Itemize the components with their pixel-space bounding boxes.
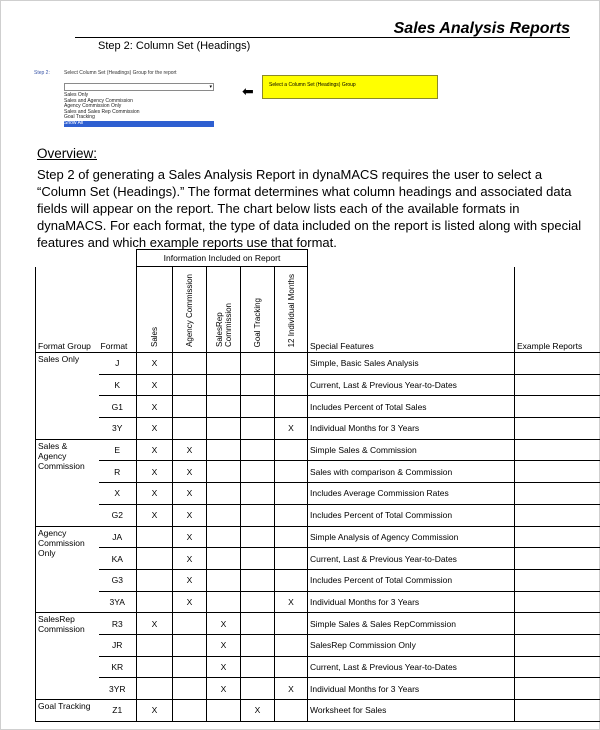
screenshot-step-label: Step 2: [34,70,50,76]
col-example-reports: Example Reports [515,267,600,353]
format-code-cell: R3 [99,613,137,635]
special-feature-cell: Individual Months for 3 Years [308,678,515,700]
table-row [36,591,600,613]
mark-cell-months [275,656,308,678]
mark-cell-salesrep [207,439,241,461]
format-code-cell: KR [99,656,137,678]
mark-cell-salesrep [207,591,241,613]
mark-cell-goal [241,678,275,700]
mark-cell-goal [241,483,275,505]
example-report-cell [515,569,600,591]
column-set-option[interactable]: Sales and Agency Commission [64,97,133,104]
table-row [36,634,600,656]
mark-cell-salesrep [207,396,241,418]
special-feature-cell: Includes Percent of Total Commission [308,569,515,591]
mark-cell-months [275,634,308,656]
mark-cell-agency: X [173,461,207,483]
mark-cell-sales [137,548,173,570]
mark-cell-agency [173,353,207,375]
mark-cell-salesrep [207,569,241,591]
mark-cell-months [275,396,308,418]
col-format-group: Format Group [36,267,99,353]
example-report-cell [515,504,600,526]
mark-cell-salesrep: X [207,634,241,656]
mark-cell-goal [241,396,275,418]
mark-cell-sales: X [137,504,173,526]
format-code-cell: G2 [99,504,137,526]
mark-cell-agency: X [173,439,207,461]
format-code-cell: Z1 [99,700,137,722]
example-report-cell [515,613,600,635]
blank-header-cell [308,250,600,267]
col-format: Format [99,267,137,353]
table-row [36,504,600,526]
example-report-cell [515,678,600,700]
special-feature-cell: Current, Last & Previous Year-to-Dates [308,374,515,396]
mark-cell-months [275,526,308,548]
mark-cell-salesrep [207,483,241,505]
format-code-cell: E [99,439,137,461]
mark-cell-sales: X [137,461,173,483]
overview-paragraph: Step 2 of generating a Sales Analysis Report in dynaMACS requires the user to select a “Column Set (Headings).” The format determines what column headings and associated data fields will appear on the report. The chart below lists each of the available formats in dynaMACS. For each format, the type of data included on the report is listed along with special features and which example reports use that format. [37,167,582,250]
column-set-options[interactable] [64,93,214,127]
mark-cell-goal [241,504,275,526]
mark-cell-agency: X [173,526,207,548]
format-code-cell: R [99,461,137,483]
mark-cell-months [275,613,308,635]
column-set-option[interactable]: Goal Tracking [64,114,95,121]
mark-cell-sales: X [137,483,173,505]
mark-cell-goal [241,548,275,570]
mark-cell-agency [173,700,207,722]
mark-cell-sales: X [137,396,173,418]
mark-cell-months: X [275,418,308,440]
special-feature-cell: Current, Last & Previous Year-to-Dates [308,656,515,678]
mark-cell-sales [137,591,173,613]
mark-cell-sales: X [137,418,173,440]
mark-cell-salesrep: X [207,678,241,700]
table-row [36,678,600,700]
mark-cell-salesrep: X [207,613,241,635]
format-table [35,249,600,722]
mark-cell-months [275,569,308,591]
format-group-cell: Agency Commission Only [36,526,99,613]
mark-cell-agency [173,678,207,700]
example-report-cell [515,656,600,678]
special-feature-cell: Simple Sales & Commission [308,439,515,461]
example-report-cell [515,548,600,570]
format-group-cell: Sales & Agency Commission [36,439,99,526]
format-code-cell: JR [99,634,137,656]
mark-cell-goal [241,461,275,483]
mark-cell-sales [137,634,173,656]
mark-cell-agency [173,418,207,440]
mark-cell-sales: X [137,439,173,461]
mark-cell-sales: X [137,374,173,396]
mark-cell-goal [241,526,275,548]
column-set-option[interactable]: Sales Only [64,92,89,98]
mark-cell-goal [241,613,275,635]
special-feature-cell: Worksheet for Sales [308,700,515,722]
example-report-cell [515,483,600,505]
format-code-cell: JA [99,526,137,548]
column-set-option[interactable]: Show All [64,121,214,127]
info-included-header: Information Included on Report [137,250,308,267]
special-feature-cell: Simple, Basic Sales Analysis [308,353,515,375]
mark-cell-goal [241,656,275,678]
screenshot-group-label: Select Column Set (Headings) Group for the report [64,70,177,76]
mark-cell-months [275,461,308,483]
example-report-cell [515,353,600,375]
table-row [36,700,600,722]
special-feature-cell: Includes Percent of Total Sales [308,396,515,418]
mark-cell-goal [241,353,275,375]
table-row [36,396,600,418]
special-feature-cell: Includes Percent of Total Commission [308,504,515,526]
example-report-cell [515,396,600,418]
format-code-cell: K [99,374,137,396]
col-agency-commission: Agency Commission [173,267,207,353]
example-report-cell [515,418,600,440]
mark-cell-salesrep [207,526,241,548]
mark-cell-months: X [275,591,308,613]
table-row [36,548,600,570]
mark-cell-months [275,548,308,570]
mark-cell-salesrep [207,461,241,483]
mark-cell-salesrep [207,353,241,375]
mark-cell-agency: X [173,504,207,526]
table-row [36,483,600,505]
callout-box [262,75,438,99]
example-report-cell [515,634,600,656]
mark-cell-salesrep [207,504,241,526]
mark-cell-sales [137,656,173,678]
mark-cell-months [275,483,308,505]
col-special-features: Special Features [308,267,515,353]
special-feature-cell: Individual Months for 3 Years [308,418,515,440]
mark-cell-months [275,504,308,526]
special-feature-cell: Simple Sales & Sales RepCommission [308,613,515,635]
mark-cell-agency [173,374,207,396]
callout-text: Select a Column Set (Headings) Group [269,82,356,88]
table-row [36,569,600,591]
mark-cell-sales [137,678,173,700]
example-report-cell [515,526,600,548]
column-set-option[interactable]: Sales and Sales Rep Commission [64,108,140,115]
mark-cell-agency: X [173,569,207,591]
document-title: Sales Analysis Reports [393,20,570,37]
example-report-cell [515,700,600,722]
mark-cell-goal: X [241,700,275,722]
special-feature-cell: Individual Months for 3 Years [308,591,515,613]
table-row [36,613,600,635]
format-code-cell: G1 [99,396,137,418]
special-feature-cell: Current, Last & Previous Year-to-Dates [308,548,515,570]
column-set-dropdown[interactable] [64,83,214,91]
special-feature-cell: Sales with comparison & Commission [308,461,515,483]
title-rule [75,37,570,38]
mark-cell-months [275,439,308,461]
column-set-option[interactable]: Agency Commission Only [64,103,122,110]
mark-cell-goal [241,418,275,440]
example-report-cell [515,461,600,483]
col-sales: Sales [137,267,173,353]
mark-cell-sales [137,569,173,591]
mark-cell-sales: X [137,700,173,722]
table-row [36,353,600,375]
special-feature-cell: Simple Analysis of Agency Commission [308,526,515,548]
overview-heading: Overview: [37,146,98,161]
format-code-cell: J [99,353,137,375]
table-row [36,374,600,396]
mark-cell-goal [241,439,275,461]
mark-cell-sales [137,526,173,548]
mark-cell-agency: X [173,591,207,613]
format-code-cell: 3Y [99,418,137,440]
example-report-cell [515,591,600,613]
mark-cell-salesrep [207,700,241,722]
format-code-cell: 3YA [99,591,137,613]
format-group-cell: SalesRep Commission [36,613,99,700]
example-report-cell [515,374,600,396]
mark-cell-goal [241,634,275,656]
mark-cell-agency: X [173,483,207,505]
mark-cell-agency [173,634,207,656]
table-row [36,418,600,440]
column-set-screenshot [34,70,444,132]
table-row [36,526,600,548]
format-code-cell: G3 [99,569,137,591]
format-code-cell: KA [99,548,137,570]
example-report-cell [515,439,600,461]
mark-cell-agency [173,396,207,418]
mark-cell-salesrep [207,418,241,440]
col-salesrep-commission: SalesRep Commission [207,267,241,353]
format-group-cell: Goal Tracking [36,700,99,722]
format-group-cell: Sales Only [36,353,99,440]
mark-cell-sales: X [137,353,173,375]
mark-cell-months [275,374,308,396]
special-feature-cell: Includes Average Commission Rates [308,483,515,505]
blank-header-cell [36,250,137,267]
mark-cell-months [275,700,308,722]
mark-cell-salesrep: X [207,656,241,678]
mark-cell-goal [241,569,275,591]
table-row [36,439,600,461]
mark-cell-agency [173,656,207,678]
table-row [36,461,600,483]
mark-cell-sales: X [137,613,173,635]
dropdown-arrow-icon[interactable]: ▾ [209,84,212,90]
format-code-cell: 3YR [99,678,137,700]
mark-cell-months: X [275,678,308,700]
table-row [36,656,600,678]
col-individual-months: 12 Individual Months [275,267,308,353]
mark-cell-salesrep [207,374,241,396]
mark-cell-goal [241,374,275,396]
mark-cell-agency [173,613,207,635]
mark-cell-salesrep [207,548,241,570]
step-heading: Step 2: Column Set (Headings) [98,40,251,52]
left-arrow-icon: ⬅ [242,83,254,99]
special-feature-cell: SalesRep Commission Only [308,634,515,656]
mark-cell-months [275,353,308,375]
mark-cell-agency: X [173,548,207,570]
format-code-cell: X [99,483,137,505]
col-goal-tracking: Goal Tracking [241,267,275,353]
mark-cell-goal [241,591,275,613]
